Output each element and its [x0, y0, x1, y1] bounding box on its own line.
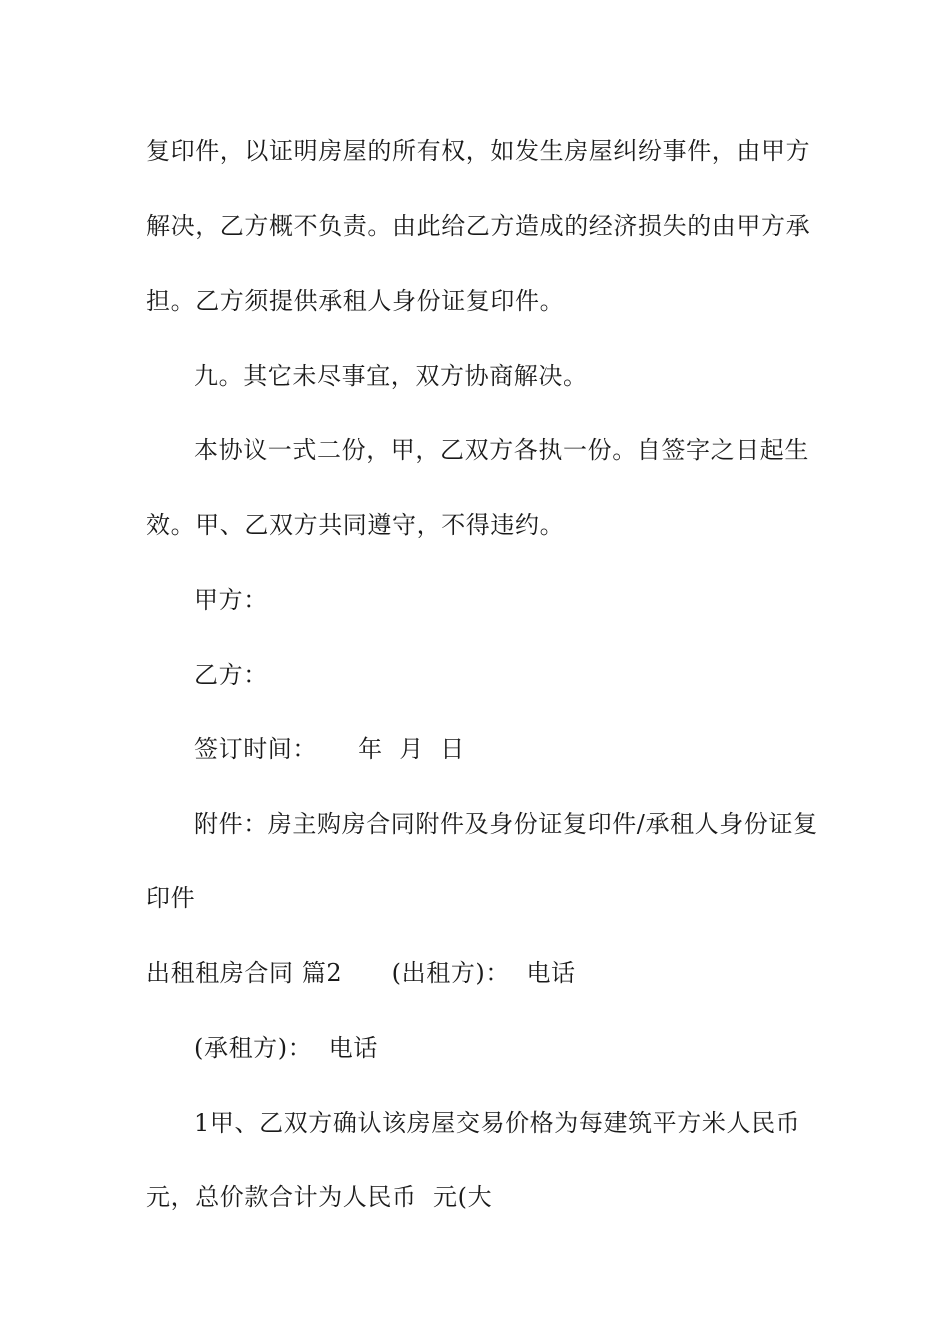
- section-heading: 出租租房合同 篇2 (出租方)： 电话: [146, 959, 576, 987]
- attachment-line: 附件：房主购房合同附件及身份证复印件/承租人身份证复: [194, 810, 818, 838]
- text-line: 本协议一式二份，甲，乙双方各执一份。自签字之日起生: [194, 436, 809, 464]
- text-line: 1甲、乙双方确认该房屋交易价格为每建筑平方米人民币: [194, 1109, 801, 1137]
- party-a-label: 甲方：: [194, 586, 268, 614]
- party-b-label: 乙方：: [194, 661, 268, 689]
- lessee-line: (承租方)： 电话: [194, 1034, 378, 1062]
- clause-nine: 九。其它未尽事宜，双方协商解决。: [194, 362, 588, 390]
- text-line: 复印件，以证明房屋的所有权，如发生房屋纠纷事件，由甲方: [146, 137, 811, 165]
- text-line: 元，总价款合计为人民币 元(大: [146, 1183, 493, 1211]
- text-line: 效。甲、乙双方共同遵守，不得违约。: [146, 511, 565, 539]
- text-line: 担。乙方须提供承租人身份证复印件。: [146, 287, 565, 315]
- text-line: 印件: [146, 884, 196, 912]
- signing-date-label: 签订时间： 年 月 日: [194, 735, 465, 763]
- text-line: 解决，乙方概不负责。由此给乙方造成的经济损失的由甲方承: [146, 212, 811, 240]
